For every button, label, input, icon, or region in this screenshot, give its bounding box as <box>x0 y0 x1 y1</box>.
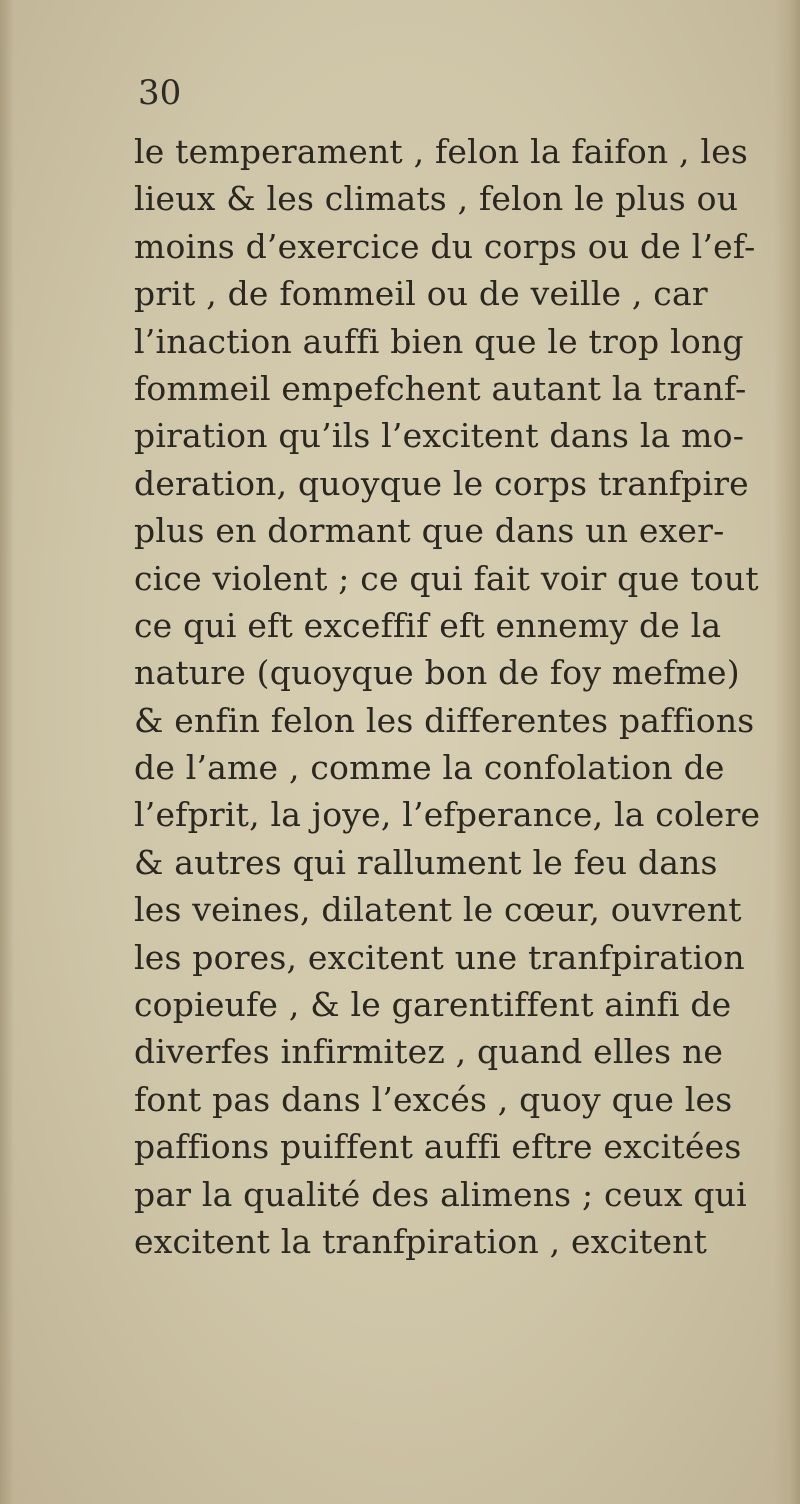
text-line: l’efprit, la joye, l’efperance, la colere <box>134 795 761 835</box>
text-line: nature (quoyque bon de foy mefme) <box>134 653 740 693</box>
page-right-shadow <box>774 0 800 1504</box>
text-line: copieufe , & le garentiffent ainfi de <box>134 985 732 1025</box>
text-line: l’inaction auffi bien que le trop long <box>134 321 744 361</box>
text-line: prit , de fommeil ou de veille , car <box>134 274 708 314</box>
page-number: 30 <box>138 73 182 113</box>
text-line: cice violent ; ce qui fait voir que tout <box>134 558 759 598</box>
text-line: paffions puiffent auffi eftre excitées <box>134 1127 742 1167</box>
text-line: le temperament , felon la faifon , les <box>134 132 749 171</box>
text-line: plus en dormant que dans un exer- <box>134 511 725 551</box>
text-line: ce qui eft exceffif eft ennemy de la <box>134 605 722 645</box>
text-line: de l’ame , comme la confolation de <box>134 748 725 788</box>
text-line: par la qualité des alimens ; ceux qui <box>134 1174 747 1214</box>
text-line: diverfes infirmitez , quand elles ne <box>134 1032 724 1072</box>
text-line: font pas dans l’excés , quoy que les <box>134 1079 733 1119</box>
text-line: excitent la tranfpiration , excitent <box>134 1221 708 1261</box>
text-line: deration, quoyque le corps tranfpire <box>134 463 749 503</box>
page-left-shadow <box>0 0 14 1504</box>
text-line: fommeil empefchent autant la tranf- <box>134 368 747 408</box>
text-line: piration qu’ils l’excitent dans la mo- <box>134 416 745 456</box>
text-line: les veines, dilatent le cœur, ouvrent <box>134 890 742 930</box>
text-line: & enfin felon les differentes paffions <box>134 700 755 740</box>
text-line: lieux & les climats , felon le plus ou <box>134 179 739 219</box>
body-text <box>134 128 774 1265</box>
text-line: moins d’exercice du corps ou de l’ef- <box>134 226 756 266</box>
text-line: les pores, excitent une tranfpiration <box>134 937 745 977</box>
text-line: & autres qui rallument le feu dans <box>134 842 718 882</box>
